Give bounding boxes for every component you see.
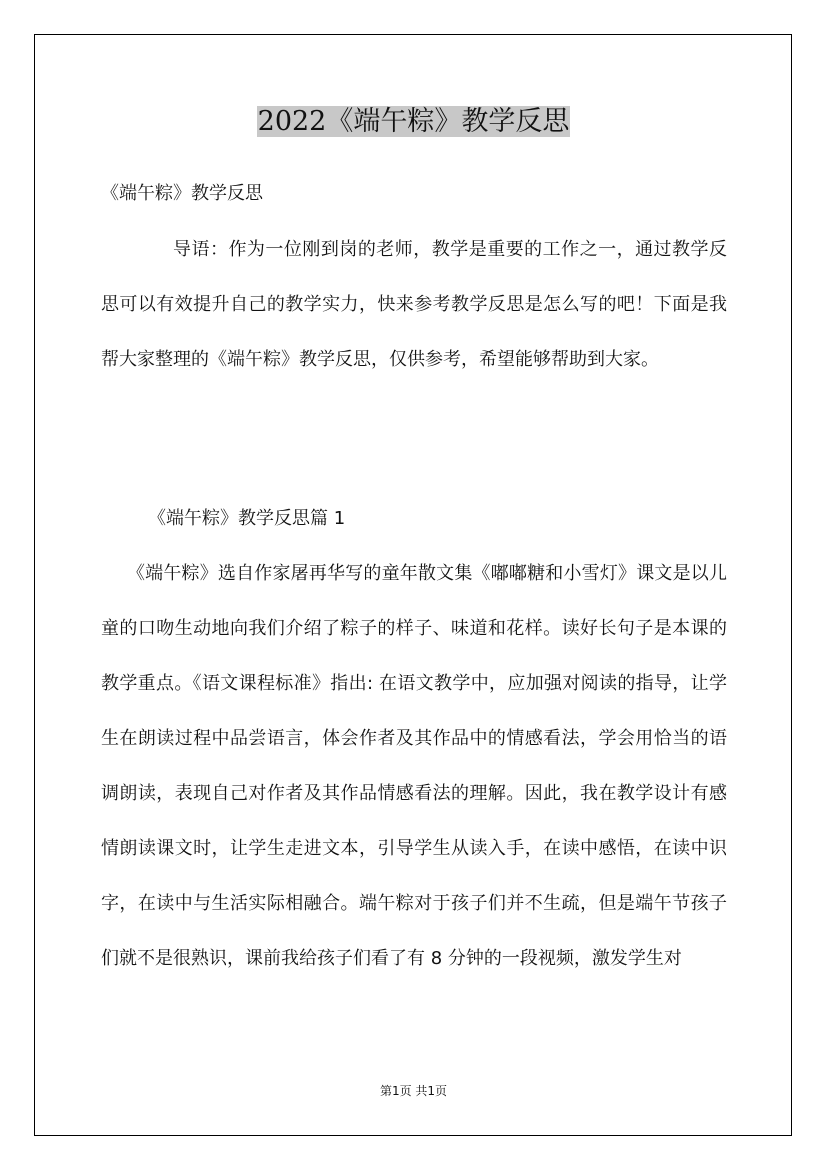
intro-paragraph: 导语：作为一位刚到岗的老师，教学是重要的工作之一，通过教学反思可以有效提升自己的教学实力，快来参考教学反思是怎么写的吧！下面是我帮大家整理的《端午粽》教学反思，仅供参考，希望能够帮助到大家。 bbox=[101, 239, 727, 370]
section-heading: 《端午粽》教学反思篇 1 bbox=[148, 508, 346, 529]
page-footer: 第1页 共1页 bbox=[379, 1084, 448, 1098]
document-title bbox=[0, 102, 827, 142]
body-paragraph: 《端午粽》选自作家屠再华写的童年散文集《嘟嘟糖和小雪灯》课文是以儿童的口吻生动地向我们介绍了粽子的样子、味道和花样。读好长句子是本课的教学重点。《语文课程标准》指出: 在语文教学中，应加强对阅读的指导，让学生在朗读过程中品尝语言，体会作者及其作品中的情感看法，学会用恰当的语调朗读，表现自己对作者及其作品情感看法的理解。因此，我在教学设计有感情朗读课文时，让学生走进文本，引导学生从读入手，在读中感悟，在读中识字，在读中与生活实际相融合。端午粽对于孩子们并不生疏，但是端午节孩子们就不是很熟识，课前我给孩子们看了有 8 分钟的一段视频，激发学生对 bbox=[101, 563, 727, 969]
document-subtitle: 《端午粽》教学反思 bbox=[101, 183, 263, 204]
title-text: 2022《端午粽》教学反思 bbox=[257, 106, 570, 137]
